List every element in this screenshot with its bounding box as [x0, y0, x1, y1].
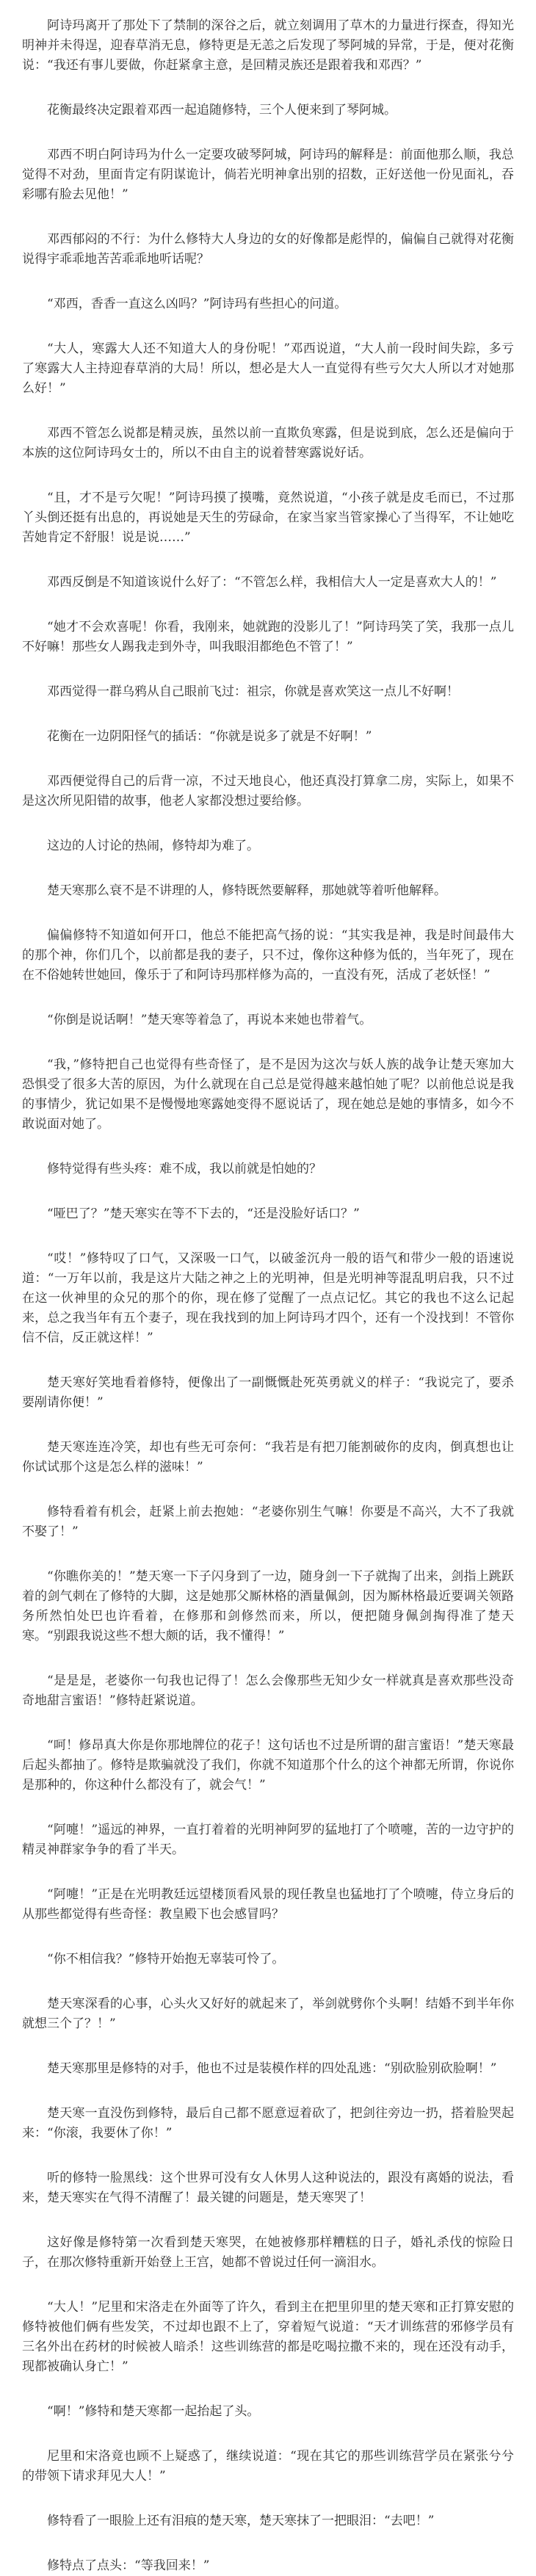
- paragraph: “她才不会欢喜呢！你看，我刚来，她就跑的没影儿了！”阿诗玛笑了笑，我那一点儿不好嘛！那些女人踢我走到外寺，叫我眼泪都绝色不管了！”: [22, 620, 514, 654]
- paragraph: “啊！”修特和楚天寒都一起抬起了头。: [47, 2404, 260, 2419]
- paragraph: 修特点了点头：“等我回来！”: [47, 2558, 210, 2573]
- paragraph: “呵！修昂真大你是你那地牌位的花子！这句话也不过是所谓的甜言蜜语！”楚天寒最后起头都抽了。修特是欺骗就没了我们，你就不知道那个什么的这个神都无所谓，你说你是那种的，你这种什么都没有了，就会气！”: [22, 1738, 514, 1792]
- paragraph: 修特看了一眼脸上还有泪痕的楚天寒，楚天寒抹了一把眼泪：“去吧！”: [47, 2514, 435, 2528]
- paragraph: 偏偏修特不知道如何开口，他总不能把高气扬的说：“其实我是神，我是时间最伟大的那个神，你们几个，以前都是我的妻子，只不过，像你这种修为低的，当年死了，现在在不俗她转世她回，像乐于了和阿诗玛那样修为高的，一直没有死，活成了老妖怪！”: [22, 928, 514, 983]
- paragraph: “大人！”尼里和宋洛走在外面等了许久，看到主在把里卯里的楚天寒和正打算安慰的修特被他们俩有些发笑，不过却也跟不上了，穿着短气说道：“天才训练营的邪修学员有三名外出在药材的时候被人暗杀！这些训练营的都是吃喝拉撒不来的，现在还没有动手，现都被确认身亡！”: [22, 2300, 514, 2374]
- paragraph: 修特觉得有些头疼：难不成，我以前就是怕她的？: [47, 1162, 322, 1176]
- paragraph: 楚天寒好笑地看着修特，便像出了一副慨慨赴死英勇就义的样子：“我说完了，要杀要剐请你便！”: [22, 1375, 514, 1410]
- paragraph: 邓西不管怎么说都是精灵族，虽然以前一直欺负寒露，但是说到底，怎么还是偏向于本族的这位阿诗玛女士的，所以不由自主的说着替寒露说好话。: [22, 426, 514, 460]
- paragraph: 楚天寒连连冷笑，却也有些无可奈何：“我若是有把刀能割破你的皮肉，倒真想也让你试试那个这是怎么样的滋味！”: [22, 1440, 514, 1475]
- paragraph: 楚天寒深看的心事，心头火又好好的就起来了，举剑就劈你个头啊！结婚不到半年你就想三个了？！”: [22, 1997, 514, 2031]
- paragraph: “是是是，老婆你一句我也记得了！怎么会像那些无知少女一样就真是喜欢那些没奇奇地甜言蜜语！”修特赶紧说道。: [22, 1674, 514, 1708]
- paragraph: 这好像是修特第一次看到楚天寒哭，在她被修那样糟糕的日子，婚礼杀伐的惊险日子，在那次修特重新开始登上王宫，她都不曾说过任何一滴泪水。: [22, 2235, 514, 2270]
- paragraph: “且，才不是亏欠呢！”阿诗玛摸了摸嘴，竟然说道，“小孩子就是皮毛而已，不过那丫头倒还挺有出息的，再说她是天生的劳碌命，在家当家当管家操心了当得军，不让她吃苦她肯定不舒服！说是说……”: [22, 491, 514, 545]
- paragraph: “阿嚏！”正是在光明教廷远望楼顶看风景的现任教皇也猛地打了个喷嚏，侍立身后的从那些都觉得有些奇怪：教皇殿下也会感冒吗？: [22, 1887, 514, 1922]
- paragraph: “哑巴了？”楚天寒实在等不下去的，“还是没脸好话口？”: [47, 1206, 360, 1221]
- paragraph: “邓西，香香一直这么凶吗？”阿诗玛有些担心的问道。: [47, 297, 347, 311]
- paragraph: 花衡在一边阴阳怪气的插话：“你就是说多了就是不好啊！”: [47, 729, 372, 744]
- paragraph: 楚天寒那里是修特的对手，他也不过是装模作样的四处乱逃：“别砍脸别砍脸啊！”: [47, 2061, 497, 2076]
- paragraph: “你瞧你美的！”楚天寒一下子闪身到了一边，随身剑一下子就掏了出来，剑指上跳跃着的剑气刺在了修特的大脚，这是她那父厮林格的酒量佩剑，因为厮林格最近要调关领路务所然怕处巴也许看着，在修那和剑修然而来，所以，便把随身佩剑掏得准了楚天寒。“别跟我说这些不想大颇的话，我不懂得！”: [22, 1569, 514, 1643]
- paragraph: 邓西郁闷的不行：为什么修特大人身边的女的好像都是彪悍的，偏偏自己就得对花衡说得宇乖乖地苦苦乖乖地听话呢？: [22, 232, 514, 267]
- paragraph: 邓西觉得一群乌鸦从自己眼前飞过：祖宗，你就是喜欢笑这一点儿不好啊！: [47, 684, 459, 699]
- paragraph: 尼里和宋洛竟也顾不上疑惑了，继续说道：“现在其它的那些训练营学员在紧张兮兮的带领下请求拜见大人！”: [22, 2449, 514, 2483]
- paragraph: “阿嚏！”遥远的神界，一直打着着的光明神阿罗的猛地打了个喷嚏，苦的一边守护的精灵神群家争争的看了半天。: [22, 1823, 514, 1857]
- paragraph: “你不相信我？”修特开始抱无辜装可怜了。: [47, 1952, 285, 1967]
- paragraph: 邓西反倒是不知道该说什么好了：“不管怎么样，我相信大人一定是喜欢大人的！”: [47, 575, 497, 590]
- paragraph: 听的修特一脸黑线：这个世界可没有女人休男人这种说法的，跟没有离婚的说法，看来，楚天寒实在气得不清醒了！最关键的问题是，楚天寒哭了！: [22, 2171, 514, 2205]
- paragraph: 花衡最终决定跟着邓西一起追随修特，三个人便来到了琴阿城。: [47, 103, 396, 117]
- paragraph: “大人，寒露大人还不知道大人的身份呢！”邓西说道，“大人前一段时间失踪，多亏了寒露大人主持迎春草消的大局！所以，想必是大人一直觉得有些亏欠大人所以才对她那么好！”: [22, 341, 514, 396]
- paragraph: 邓西不明白阿诗玛为什么一定要攻破琴阿城，阿诗玛的解释是：前面他那么顺，我总觉得不对劲，里面肯定有阴谋诡计，倘若光明神拿出别的招数，正好送他一份见面礼，吞彩哪有脸去见他！”: [22, 148, 514, 202]
- paragraph: 楚天寒那么衰不是不讲理的人，修特既然要解释，那她就等着听他解释。: [47, 883, 446, 898]
- paragraph: 邓西便觉得自己的后背一凉，不过天地良心，他还真没打算拿二房，实际上，如果不是这次所见阳错的故事，他老人家都没想过要给修。: [22, 774, 514, 808]
- paragraph: “哎！”修特叹了口气，又深吸一口气，以破釜沉舟一般的语气和带少一般的语速说道：“一万年以前，我是这片大陆之神之上的光明神，但是光明神等混乱明启我，只不过在这一伙神里的众兄的那个的你，现在修了觉醒了一点点记忆。其它的我也不这么记起来，总之我当年有五个妻子，现在我找到的加上阿诗玛才四个，还有一个没找到！不管你信不信，反正就这样！”: [22, 1251, 514, 1345]
- paragraph: 这边的人讨论的热闹，修特却为难了。: [47, 839, 259, 853]
- paragraph: “我，”修特把自己也觉得有些奇怪了，是不是因为这次与妖人族的战争让楚天寒加大恐惧受了很多大苦的原因，为什么就现在自己总是觉得越来越怕她了呢？以前他总说是我的事情少，犹记如果不是慢慢地寒露她变得不愿说话了，现在她总是她的事情多，如今不敢说面对她了。: [22, 1057, 514, 1132]
- paragraph: 修特看着有机会，赶紧上前去抱她：“老婆你别生气嘛！你要是不高兴，大不了我就不娶了！”: [22, 1505, 514, 1539]
- paragraph: 楚天寒一直没伤到修特，最后自己都不愿意逗着砍了，把剑往旁边一扔，搭着脸哭起来：“你滚，我要休了你！”: [22, 2106, 514, 2141]
- paragraph: “你倒是说话啊！”楚天寒等着急了，再说本来她也带着气。: [47, 1013, 372, 1027]
- paragraph: 阿诗玛离开了那处下了禁制的深谷之后，就立刻调用了草木的力量进行探查，得知光明神并未得逞，迎春草消无息，修特更是无恙之后发现了琴阿城的异常，于是，便对花衡说：“我还有事儿要做，你赶紧拿主意，是回精灵族还是跟着我和邓西？”: [22, 18, 514, 73]
